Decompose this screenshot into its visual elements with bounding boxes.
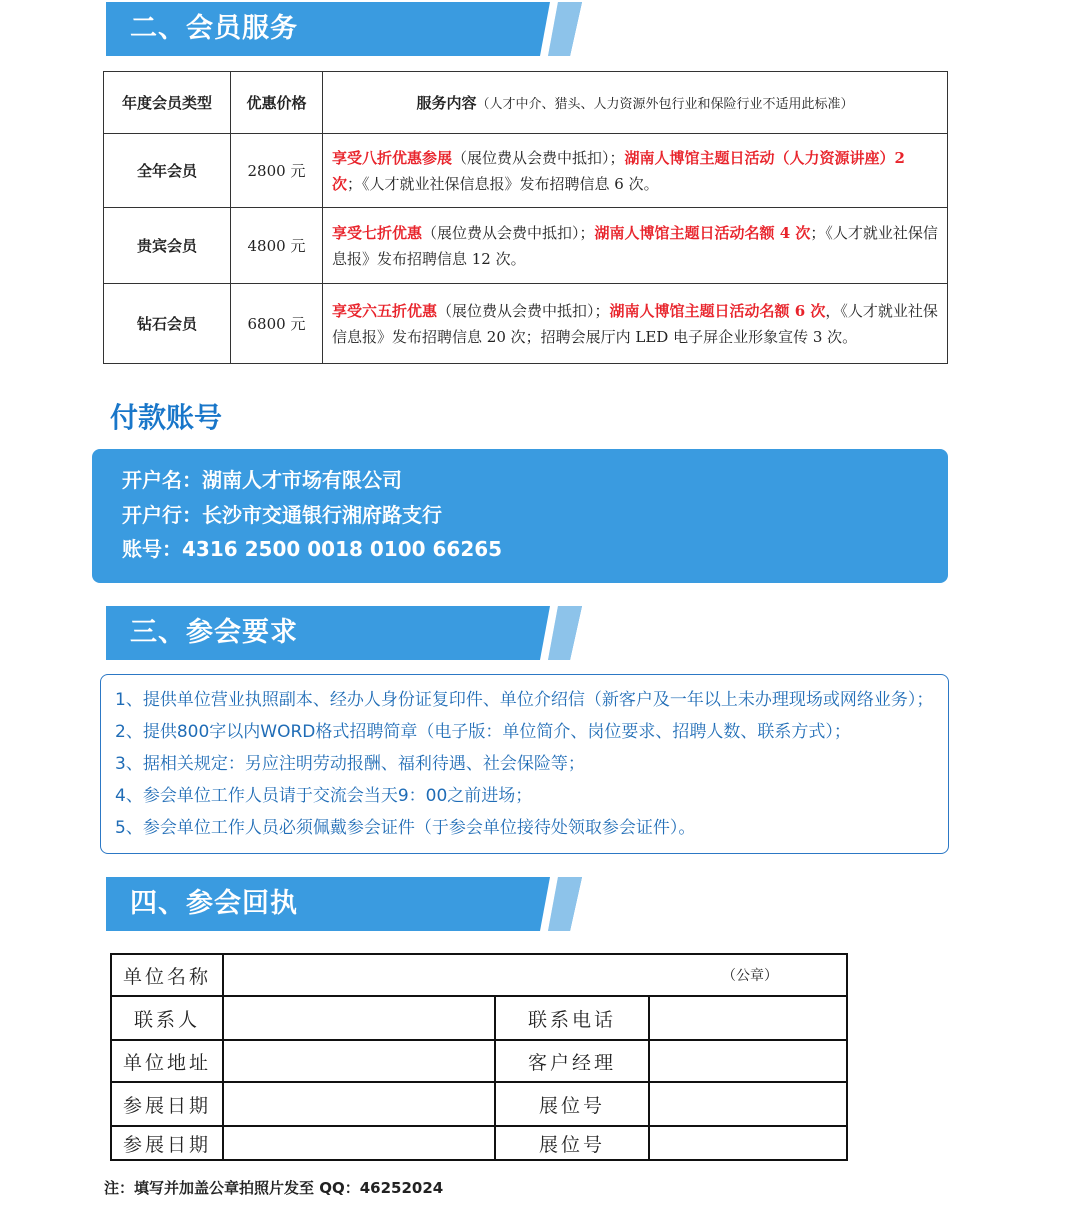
- table-row: [104, 284, 948, 364]
- requirement-item: 3、据相关规定：另应注明劳动报酬、福利待遇、社会保险等；: [115, 754, 585, 774]
- booth-number-label: 展位号: [495, 1126, 649, 1160]
- member-price: 2800 元: [231, 134, 323, 208]
- payment-heading: 付款账号: [110, 401, 223, 434]
- form-row: [111, 954, 847, 996]
- table-row: [104, 208, 948, 284]
- phone-field[interactable]: [649, 996, 847, 1040]
- requirement-item: 1、提供单位营业执照副本、经办人身份证复印件、单位介绍信（新客户及一年以上未办理现场或网络业务）；: [115, 690, 934, 710]
- member-price: 4800 元: [231, 208, 323, 284]
- address-field[interactable]: [223, 1040, 495, 1082]
- manager-label: 客户经理: [495, 1040, 649, 1082]
- header-content-note: （人才中介、猎头、人力资源外包行业和保险行业不适用此标准）: [476, 97, 854, 112]
- section-banner-requirements: [106, 606, 582, 660]
- table-row: [104, 134, 948, 208]
- header-price: 优惠价格: [231, 72, 323, 134]
- member-content: 享受八折优惠参展（展位费从会费中抵扣）；湖南人博馆主题日活动（人力资源讲座）2 次；《人才就业社保信息报》发布招聘信息 6 次。: [323, 134, 948, 208]
- requirement-item: 5、参会单位工作人员必须佩戴参会证件（于参会单位接待处领取参会证件）。: [115, 818, 696, 838]
- booth-number-field[interactable]: [649, 1082, 847, 1126]
- member-type: 钻石会员: [104, 284, 231, 364]
- form-row: [111, 1082, 847, 1126]
- section-banner-member-services: [106, 2, 582, 56]
- account-number: 账号：4316 2500 0018 0100 66265: [122, 537, 503, 561]
- seal-label: （公章）: [722, 968, 778, 984]
- exhibit-date-label: 参展日期: [111, 1082, 223, 1126]
- contact-label: 联系人: [111, 996, 223, 1040]
- requirement-item: 4、参会单位工作人员请于交流会当天9：00之前进场；: [115, 786, 533, 806]
- exhibit-date-field[interactable]: [223, 1126, 495, 1160]
- form-row: [111, 1040, 847, 1082]
- header-content: 服务内容（人才中介、猎头、人力资源外包行业和保险行业不适用此标准）: [323, 72, 948, 134]
- member-price: 6800 元: [231, 284, 323, 364]
- booth-number-label: 展位号: [495, 1082, 649, 1126]
- requirements-box: [100, 674, 949, 854]
- submission-note: 注：填写并加盖公章拍照片发至 QQ：46252024: [104, 1179, 444, 1197]
- company-name-label: 单位名称: [111, 954, 223, 996]
- address-label: 单位地址: [111, 1040, 223, 1082]
- manager-field[interactable]: [649, 1040, 847, 1082]
- form-row: [111, 1126, 847, 1160]
- phone-label: 联系电话: [495, 996, 649, 1040]
- member-content: 享受七折优惠（展位费从会费中抵扣）；湖南人博馆主题日活动名额 4 次；《人才就业社保信息报》发布招聘信息 12 次。: [323, 208, 948, 284]
- exhibit-date-label: 参展日期: [111, 1126, 223, 1160]
- booth-number-field[interactable]: [649, 1126, 847, 1160]
- exhibit-date-field[interactable]: [223, 1082, 495, 1126]
- membership-table: [103, 71, 948, 364]
- contact-field[interactable]: [223, 996, 495, 1040]
- section-title: 二、会员服务: [130, 13, 298, 44]
- member-content: 享受六五折优惠（展位费从会费中抵扣）；湖南人博馆主题日活动名额 6 次，《人才就业社保信息报》发布招聘信息 20 次；招聘会展厅内 LED 电子屏企业形象宣传 3 次。: [323, 284, 948, 364]
- account-name: 开户名：湖南人才市场有限公司: [122, 468, 402, 492]
- bank-name: 开户行：长沙市交通银行湘府路支行: [122, 502, 442, 527]
- table-header-row: [104, 72, 948, 134]
- payment-info-box: [92, 449, 948, 583]
- company-name-field[interactable]: [223, 954, 847, 996]
- receipt-form: [110, 953, 848, 1161]
- section-title: 三、参会要求: [130, 617, 298, 648]
- requirement-item: 2、提供800字以内WORD格式招聘简章（电子版：单位简介、岗位要求、招聘人数、联系方式）；: [115, 722, 851, 742]
- header-type: 年度会员类型: [104, 72, 231, 134]
- member-type: 全年会员: [104, 134, 231, 208]
- form-row: [111, 996, 847, 1040]
- section-title: 四、参会回执: [130, 888, 298, 919]
- section-banner-receipt: [106, 877, 582, 931]
- member-type: 贵宾会员: [104, 208, 231, 284]
